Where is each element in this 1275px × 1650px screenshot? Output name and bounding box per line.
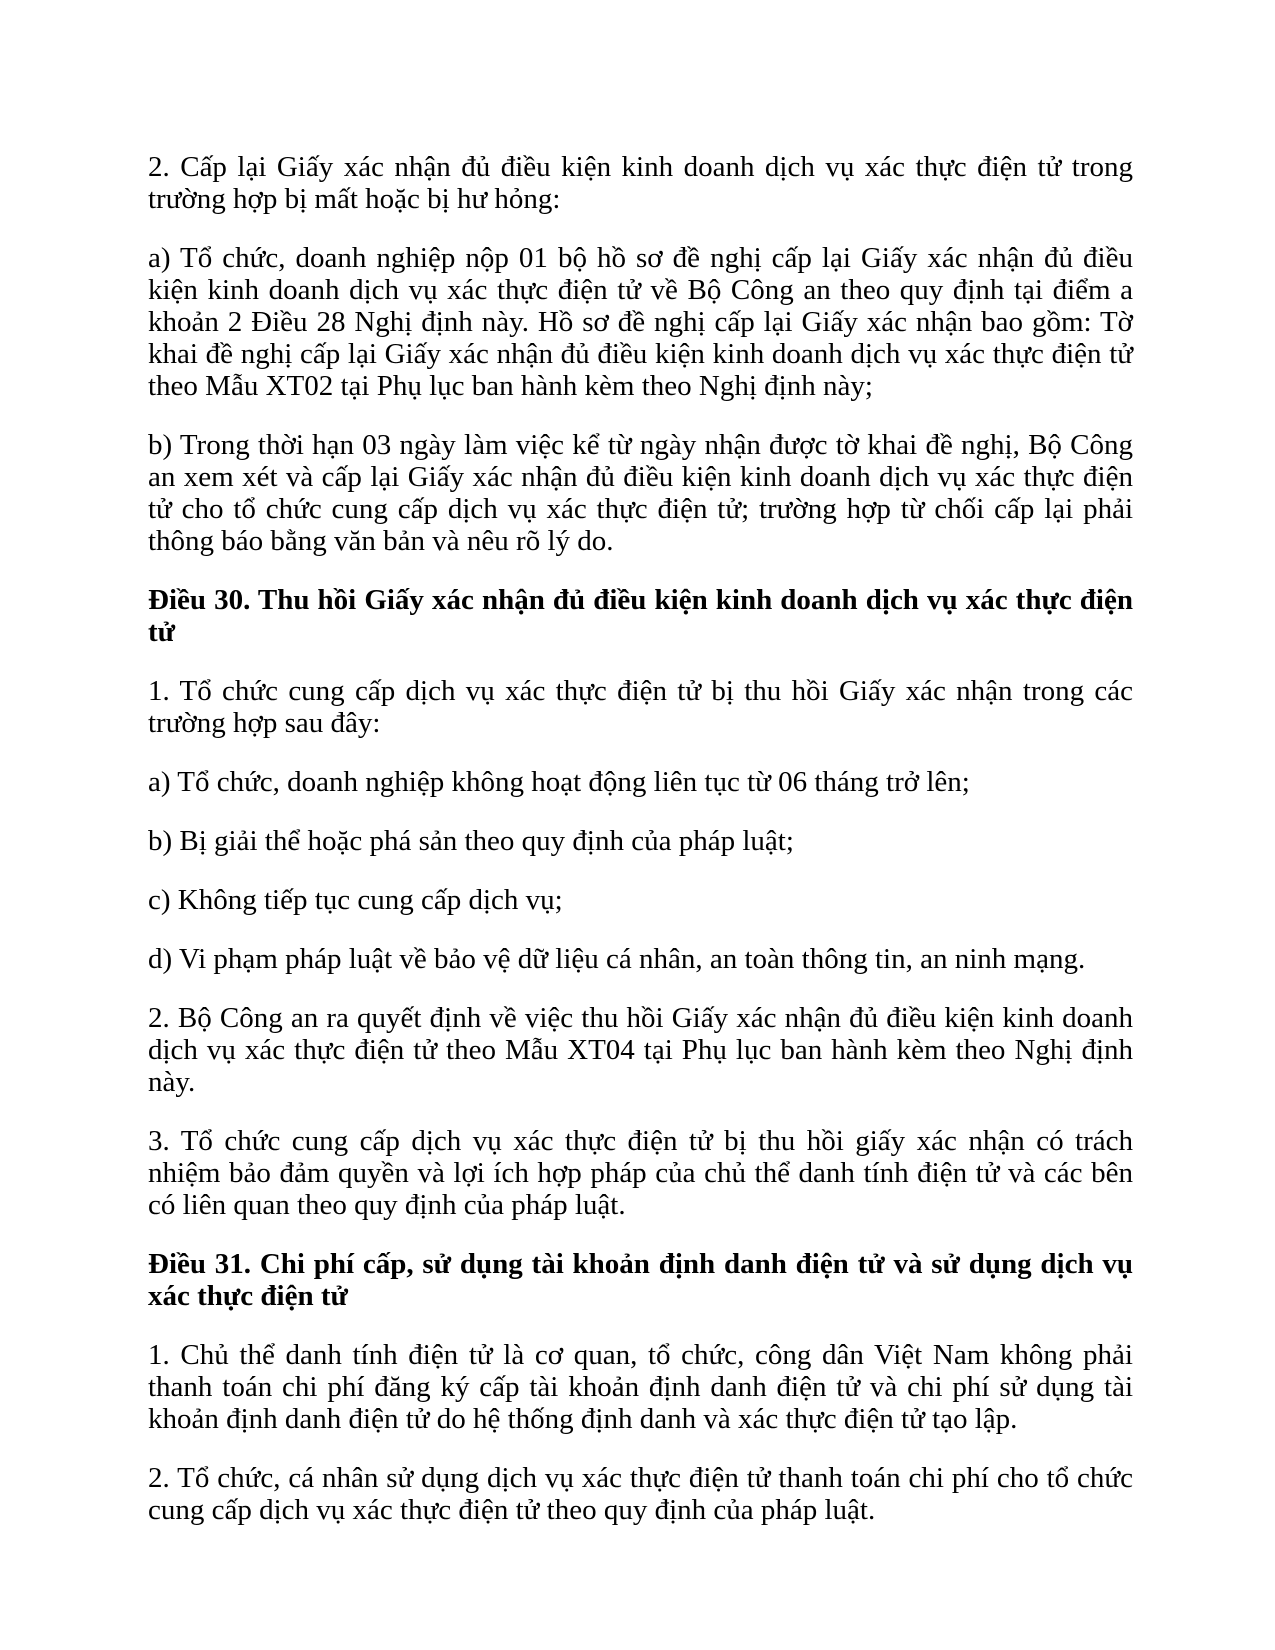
document-body <box>148 151 1133 1526</box>
paragraph: 1. Chủ thể danh tính điện tử là cơ quan, tổ chức, công dân Việt Nam không phải thanh toán chi phí đăng ký cấp tài khoản định danh điện tử và chi phí sử dụng tài khoản định danh điện tử do hệ thống định danh và xác thực điện tử tạo lập. <box>148 1339 1133 1435</box>
paragraph: 2. Tổ chức, cá nhân sử dụng dịch vụ xác thực điện tử thanh toán chi phí cho tổ chức cung cấp dịch vụ xác thực điện tử theo quy định của pháp luật. <box>148 1462 1133 1526</box>
paragraph: c) Không tiếp tục cung cấp dịch vụ; <box>148 884 563 916</box>
paragraph: d) Vi phạm pháp luật về bảo vệ dữ liệu cá nhân, an toàn thông tin, an ninh mạng. <box>148 943 1086 975</box>
section-heading: Điều 30. Thu hồi Giấy xác nhận đủ điều kiện kinh doanh dịch vụ xác thực điện tử <box>148 584 1133 648</box>
paragraph: 2. Cấp lại Giấy xác nhận đủ điều kiện kinh doanh dịch vụ xác thực điện tử trong trường hợp bị mất hoặc bị hư hỏng: <box>148 151 1133 215</box>
paragraph: b) Bị giải thể hoặc phá sản theo quy định của pháp luật; <box>148 825 794 857</box>
section-heading: Điều 31. Chi phí cấp, sử dụng tài khoản định danh điện tử và sử dụng dịch vụ xác thực điện tử <box>148 1248 1133 1312</box>
paragraph: 3. Tổ chức cung cấp dịch vụ xác thực điện tử bị thu hồi giấy xác nhận có trách nhiệm bảo đảm quyền và lợi ích hợp pháp của chủ thể danh tính điện tử và các bên có liên quan theo quy định của pháp luật. <box>148 1125 1133 1221</box>
paragraph: 1. Tổ chức cung cấp dịch vụ xác thực điện tử bị thu hồi Giấy xác nhận trong các trường hợp sau đây: <box>148 675 1133 739</box>
paragraph: a) Tổ chức, doanh nghiệp không hoạt động liên tục từ 06 tháng trở lên; <box>148 766 970 798</box>
paragraph: b) Trong thời hạn 03 ngày làm việc kể từ ngày nhận được tờ khai đề nghị, Bộ Công an xem xét và cấp lại Giấy xác nhận đủ điều kiện kinh doanh dịch vụ xác thực điện tử cho tổ chức cung cấp dịch vụ xác thực điện tử; trường hợp từ chối cấp lại phải thông báo bằng văn bản và nêu rõ lý do. <box>148 429 1133 557</box>
paragraph: a) Tổ chức, doanh nghiệp nộp 01 bộ hồ sơ đề nghị cấp lại Giấy xác nhận đủ điều kiện kinh doanh dịch vụ xác thực điện tử về Bộ Công an theo quy định tại điểm a khoản 2 Điều 28 Nghị định này. Hồ sơ đề nghị cấp lại Giấy xác nhận bao gồm: Tờ khai đề nghị cấp lại Giấy xác nhận đủ điều kiện kinh doanh dịch vụ xác thực điện tử theo Mẫu XT02 tại Phụ lục ban hành kèm theo Nghị định này; <box>148 242 1133 402</box>
paragraph: 2. Bộ Công an ra quyết định về việc thu hồi Giấy xác nhận đủ điều kiện kinh doanh dịch vụ xác thực điện tử theo Mẫu XT04 tại Phụ lục ban hành kèm theo Nghị định này. <box>148 1002 1133 1098</box>
